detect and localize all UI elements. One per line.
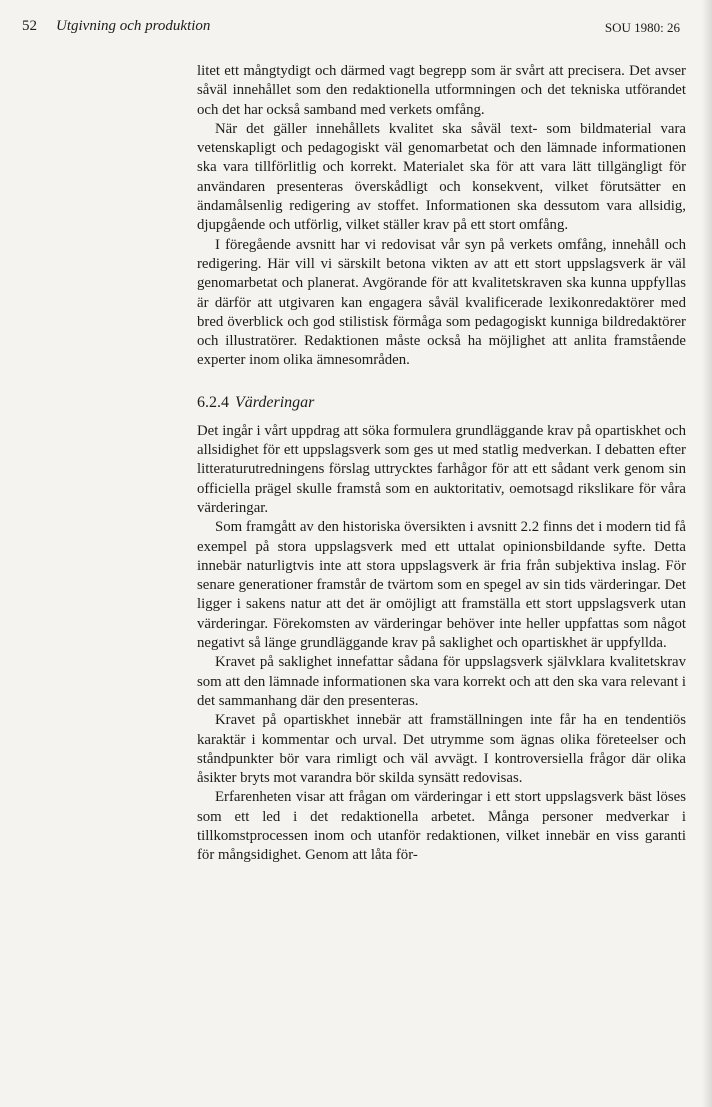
section-title: Värderingar	[235, 393, 315, 411]
paragraph-continued: litet ett mångtydigt och därmed vagt begrepp som är svårt att precisera. Det avser såväl innehållet som den redaktionella utformningen och det tekniska utförandet och det har också samband med verkets omfång.	[197, 63, 686, 118]
paragraph: Det ingår i vårt uppdrag att söka formulera grundläggande krav på opartiskhet och allsidighet för ett uppslagsverk som ges ut med statlig medverkan. I debatten efter litteraturutredningens förslag uttrycktes farhågor för att ett sådant verk genom sin officiella prägel skulle framstå som en auktoritativ, oemotsagd rikslikare för våra värderingar.	[197, 422, 686, 516]
body-text	[197, 62, 686, 866]
paragraph: I föregående avsnitt har vi redovisat vår syn på verkets omfång, innehåll och redigering. Här vill vi särskilt betona vikten av att ett stort uppslagsverk är väl genomarbetat och planerat. Avgörande för att kvalitetskraven ska kunna uppfyllas är därför att utgivaren kan engagera såväl kvalificerade lexikonredaktörer med bred överblick och god stilistisk förmåga som pedagogiskt kunniga bildredaktörer och illustratörer. Redaktionen måste också ha möjlighet att anlita framstående experter inom olika ämnesområden.	[197, 236, 686, 369]
paragraph: Kravet på saklighet innefattar sådana för uppslagsverk självklara kvalitetskrav som att den lämnade informationen ska vara korrekt och att den ska vara relevant i det sammanhang där den presenteras.	[197, 654, 686, 709]
section-heading	[197, 393, 686, 413]
paragraph: Kravet på opartiskhet innebär att framställningen inte får ha en tendentiös karaktär i kommentar och urval. Det utrymme som ägnas olika företeelser och ståndpunkter bör vara rimligt och väl avvägt. I kontroversiella frågor där olika åsikter bryts mot varandra bör skilda synsätt redovisas.	[197, 712, 686, 787]
running-head	[22, 16, 680, 40]
section-number: 6.2.4	[197, 393, 229, 411]
paragraph: Erfarenheten visar att frågan om värderingar i ett stort uppslagsverk bäst löses som ett led i det redaktionella arbetet. Många personer medverkar i tillkomstprocessen inom och utanför redaktionen, vilket innebär en viss garanti för mångsidighet. Genom att låta för-	[197, 789, 686, 864]
paragraph: Som framgått av den historiska översikten i avsnitt 2.2 finns det i modern tid få exempel på stora uppslagsverk med ett uttalat opinionsbildande syfte. Detta innebär naturligtvis inte att stora uppslagsverk är fria från subjektiva inslag. För senare generationer framstår de tvärtom som en spegel av sin tids värderingar. Det ligger i sakens natur att det är omöjligt att framställa ett stort uppslagsverk utan värderingar. Förekomsten av värderingar behöver inte heller uppfattas som något negativt så länge grundläggande krav på saklighet och opartiskhet är uppfyllda.	[197, 519, 686, 652]
page-number: 52	[22, 18, 37, 34]
page-edge-shadow	[702, 0, 712, 1107]
paragraph: När det gäller innehållets kvalitet ska såväl text- som bildmaterial vara vetenskapligt och pedagogiskt väl genomarbetat och den lämnade informationen ska vara tillförlitlig och korrekt. Materialet ska för att vara lätt tillgängligt för användaren presenteras överskådligt och konsekvent, vilket förutsätter en ändamålsenlig redigering av stoffet. Informationen ska dessutom vara allsidig, djupgående och utförlig, vilket ställer krav på ett stort omfång.	[197, 120, 686, 234]
chapter-title: Utgivning och produktion	[56, 18, 211, 34]
series-reference: SOU 1980: 26	[604, 20, 680, 35]
